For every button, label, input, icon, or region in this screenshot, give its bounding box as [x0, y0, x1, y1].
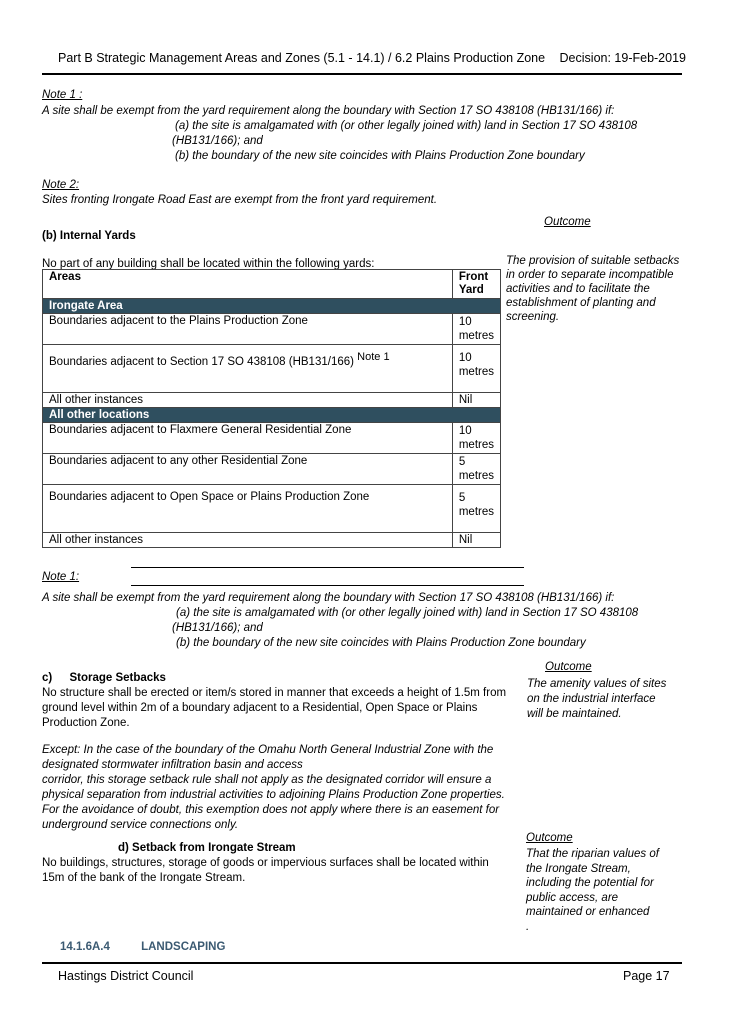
- header-rule: [42, 73, 682, 75]
- internal-yards-outcome-label: Outcome: [544, 216, 591, 228]
- outcome-line: establishment of planting and: [506, 297, 656, 309]
- internal-yards-intro: No part of any building shall be located within the following yards:: [42, 258, 375, 270]
- note1-bottom-text: A site shall be exempt from the yard requirement along the boundary with Section 17 SO 438108 (HB131/166) if:: [42, 592, 615, 604]
- storage-body: No structure shall be erected or item/s stored in manner that exceeds a height of 1.5m from ground level within 2m of a boundary adjacent to a Residential, Open Space or Plains Production Zone.: [42, 687, 507, 729]
- section-title: LANDSCAPING: [141, 941, 226, 953]
- row-front-yard: Nil: [452, 393, 500, 408]
- table-row: [43, 454, 501, 485]
- irongate-outcome-text: That the riparian values of the Irongate Stream, including the potential for public access, are maintained or enhanced .: [526, 848, 659, 933]
- note1-top-item-b: (b) the boundary of the new site coincides with Plains Production Zone boundary: [175, 150, 585, 162]
- table-row: [43, 423, 501, 454]
- note-ref: Note 1: [357, 351, 390, 363]
- irongate-heading: d) Setback from Irongate Stream: [118, 842, 296, 854]
- storage-heading: c) Storage Setbacks: [42, 672, 166, 684]
- footer-rule: [42, 962, 682, 964]
- table-row: [43, 314, 501, 345]
- table-row: [43, 533, 501, 548]
- row-area: Boundaries adjacent to the Plains Production Zone: [43, 314, 453, 345]
- row-area: Boundaries adjacent to Flaxmere General Residential Zone: [43, 423, 453, 454]
- note1-bottom-item-b: (b) the boundary of the new site coincides with Plains Production Zone boundary: [176, 637, 586, 649]
- footer-org: Hastings District Council: [58, 969, 194, 983]
- row-area: All other instances: [43, 533, 453, 548]
- table-row: [43, 345, 501, 393]
- table-row: [43, 393, 501, 408]
- note1-bottom-item-a-cont: (HB131/166); and: [172, 622, 263, 634]
- table-header-row: [43, 270, 501, 299]
- row-area: Boundaries adjacent to Section 17 SO 438108 (HB131/166) $^{Note 1}$: [43, 345, 453, 393]
- row-front-yard: 10 metres: [452, 345, 500, 393]
- row-front-yard: 10 metres: [452, 314, 500, 345]
- row-front-yard: Nil: [452, 533, 500, 548]
- note2-title: Note 2:: [42, 179, 80, 191]
- note2-text: Sites fronting Irongate Road East are exempt from the front yard requirement.: [42, 194, 438, 206]
- internal-yards-table: [42, 269, 501, 548]
- note1-top-item-a: (a) the site is amalgamated with (or other legally joined with) land in Section 17 SO 438108: [175, 120, 638, 132]
- col-header-front-yard: Front Yard: [452, 270, 500, 299]
- irongate-body: No buildings, structures, storage of goods or impervious surfaces shall be located within 15m of the bank of the Irongate Stream.: [42, 857, 489, 884]
- row-front-yard: 10 metres: [452, 423, 500, 454]
- section-heading-landscaping: [60, 941, 225, 953]
- storage-outcome-label: Outcome: [545, 661, 592, 673]
- header-title: Part B Strategic Management Areas and Zones (5.1 - 14.1) / 6.2 Plains Production Zone: [58, 51, 546, 65]
- outcome-line: screening.: [506, 311, 560, 323]
- header-decision-date: Decision: 19-Feb-2019: [559, 51, 686, 65]
- col-header-areas: Areas: [43, 270, 453, 299]
- row-area: All other instances: [43, 393, 453, 408]
- table-row: [43, 485, 501, 533]
- internal-yards-heading: (b) Internal Yards: [42, 230, 136, 242]
- outcome-line: activities and to facilitate the: [506, 283, 650, 295]
- note1-bottom-title: Note 1:: [42, 571, 80, 583]
- note1-top-item-a-cont: (HB131/166); and: [172, 135, 263, 147]
- page-header: [58, 51, 686, 65]
- separator-line: [131, 585, 524, 586]
- row-area: Boundaries adjacent to any other Residential Zone: [43, 454, 453, 485]
- outcome-line: in order to separate incompatible: [506, 269, 674, 281]
- storage-exception: Except: In the case of the boundary of the Omahu North General Industrial Zone with the designated stormwater infiltration basin and access corridor, this storage setback rule shall not apply as the designated corridor will ensure a physical separation from industrial activities to adjoining Plains Production Zone properties. For the avoidance of doubt, this exemption does not apply where there is an easement for underground service connections only.: [42, 744, 505, 831]
- irongate-outcome-label: Outcome: [526, 832, 573, 844]
- outcome-line: The provision of suitable setbacks: [506, 255, 680, 267]
- footer-page-number: Page 17: [623, 969, 670, 983]
- section-code: 14.1.6A.4: [60, 941, 110, 953]
- storage-outcome-text: The amenity values of sites on the industrial interface will be maintained.: [527, 678, 667, 720]
- row-front-yard: 5 metres: [452, 454, 500, 485]
- note1-bottom-item-a: (a) the site is amalgamated with (or other legally joined with) land in Section 17 SO 438108: [176, 607, 639, 619]
- note1-top-text: A site shall be exempt from the yard requirement along the boundary with Section 17 SO 438108 (HB131/166) if:: [42, 105, 615, 117]
- note1-top-title: Note 1 :: [42, 89, 83, 101]
- internal-yards-outcome-text: [506, 254, 696, 324]
- separator-line: [131, 567, 524, 568]
- row-front-yard: 5 metres: [452, 485, 500, 533]
- row-area: Boundaries adjacent to Open Space or Plains Production Zone: [43, 485, 453, 533]
- band-irongate-area: Irongate Area: [43, 299, 501, 314]
- band-all-other-locations: All other locations: [43, 408, 501, 423]
